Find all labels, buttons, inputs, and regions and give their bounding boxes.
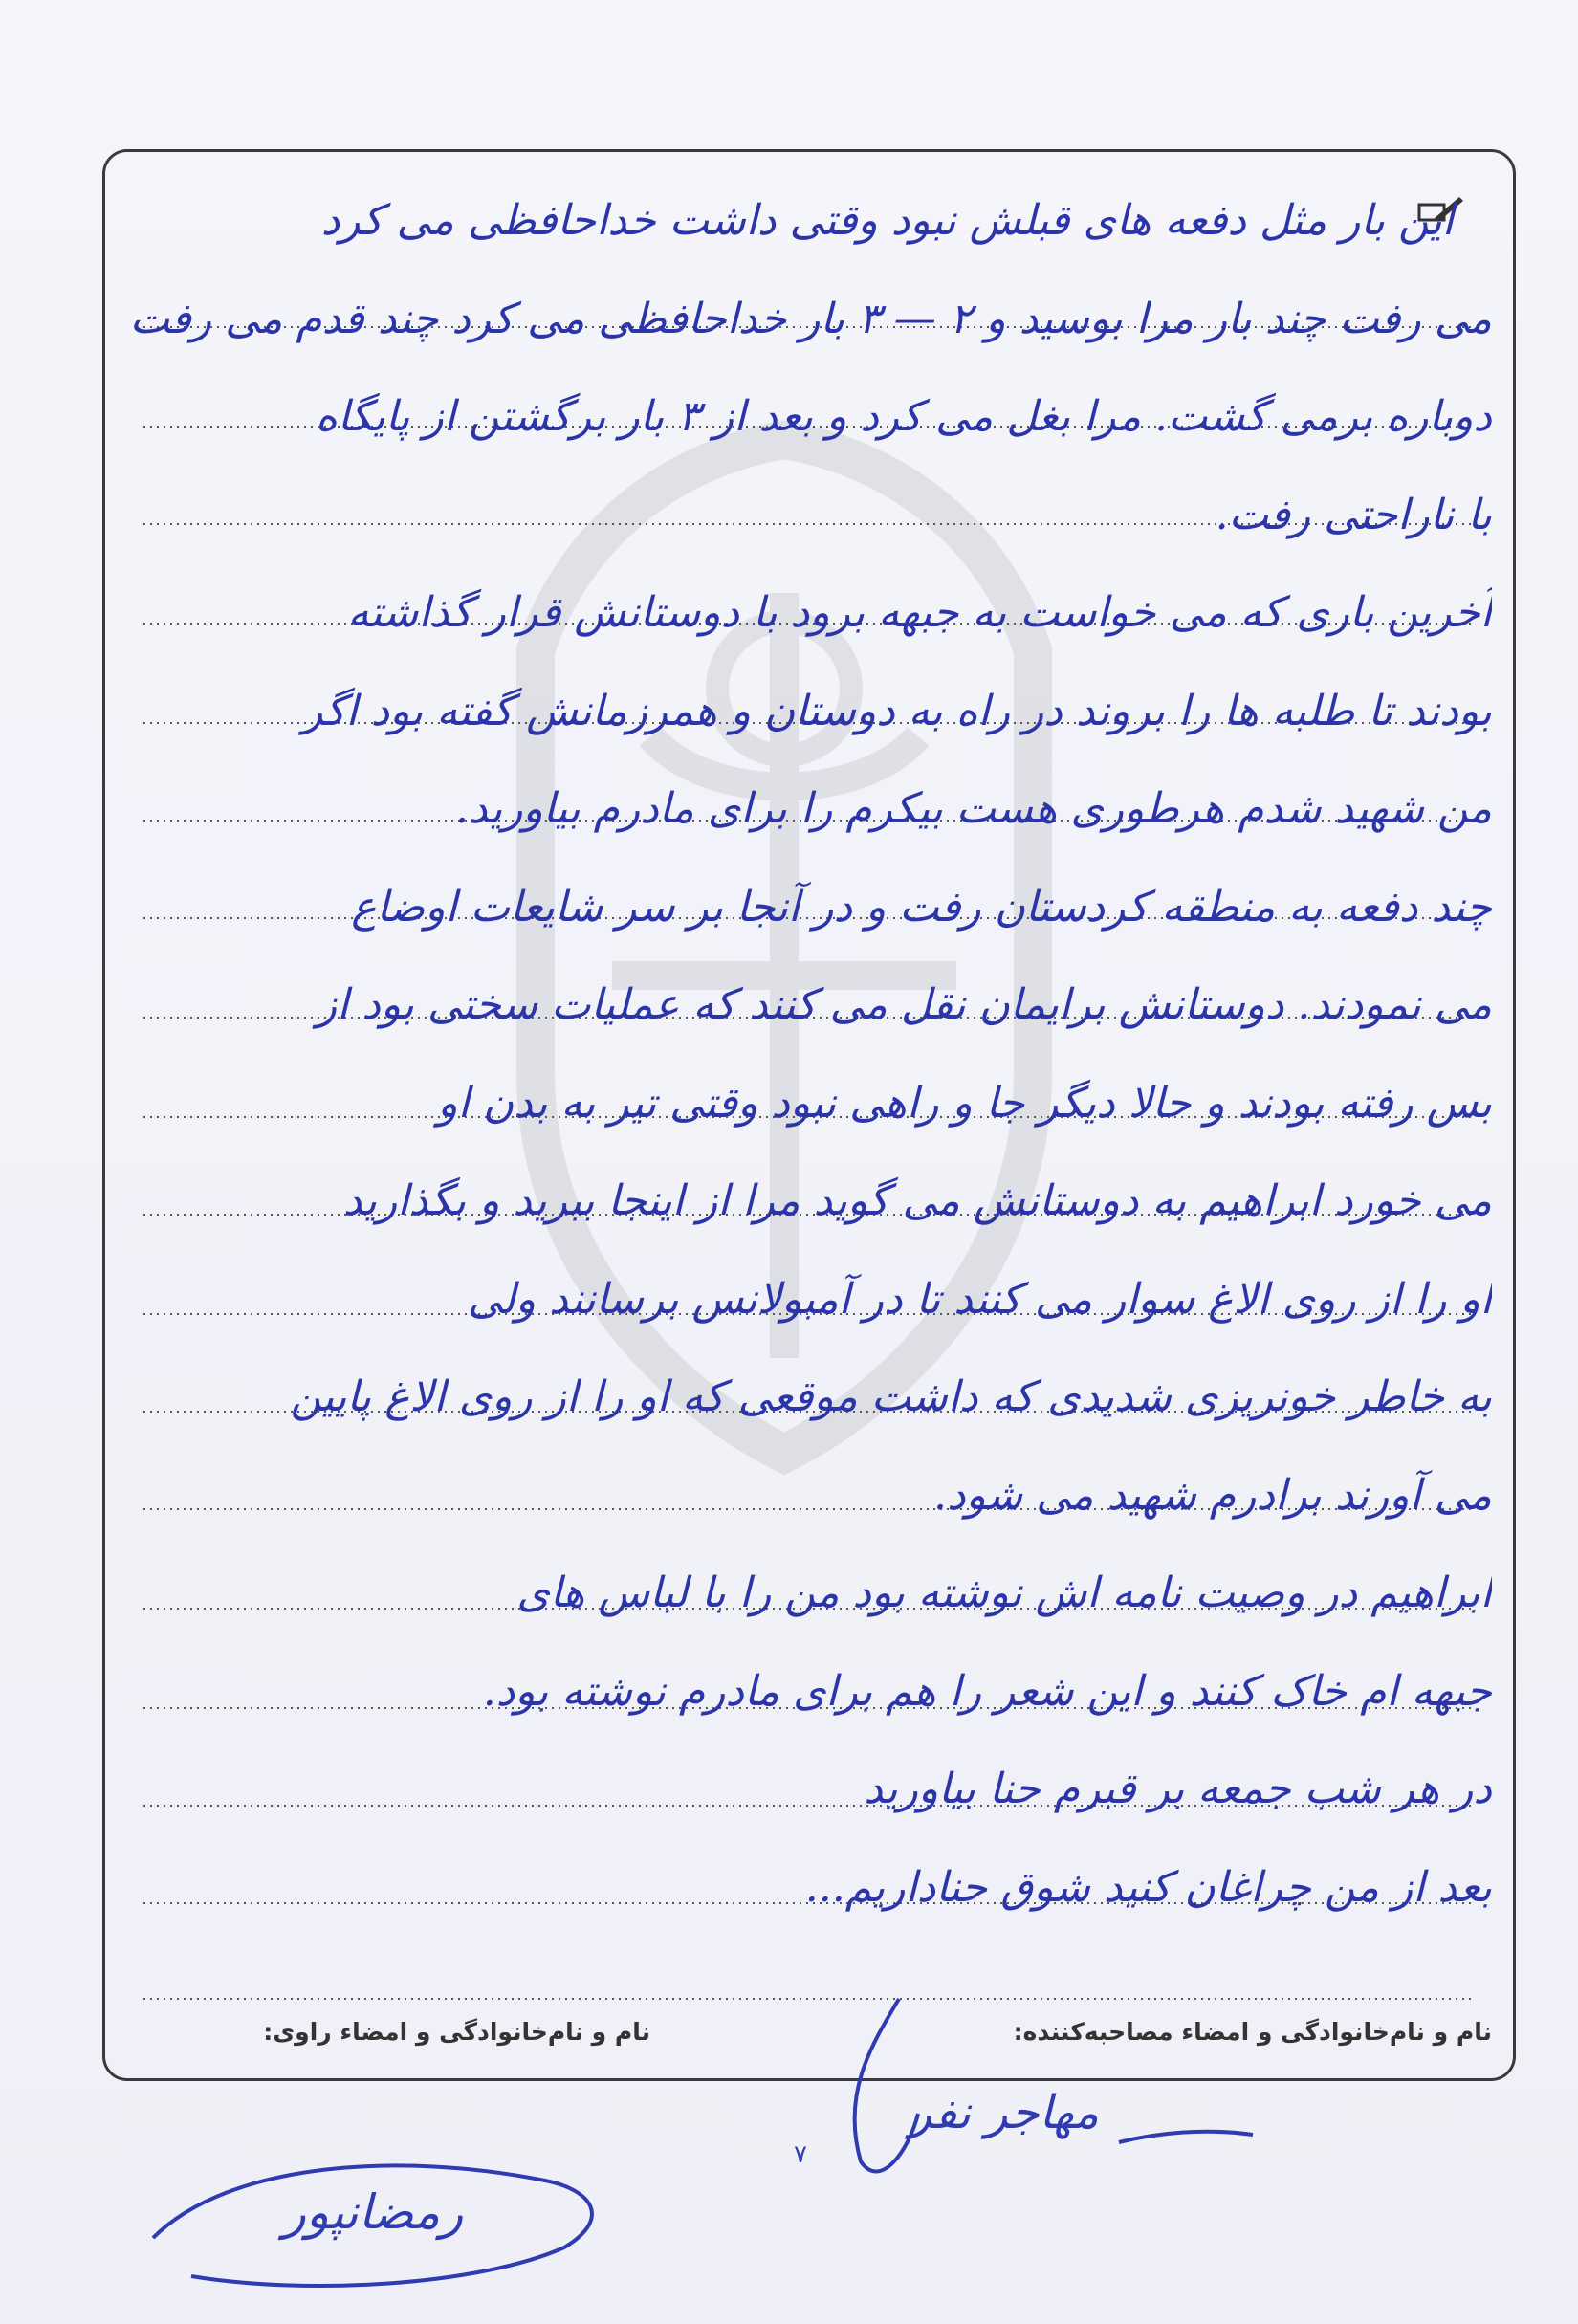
handwritten-line: بعد از من چراغان کنید شوق حناداریم... xyxy=(804,1862,1492,1912)
narrator-signature-label: نام و نام‌خانوادگی و امضاء راوی: xyxy=(263,2018,650,2046)
handwritten-line: در هر شب جمعه بر قبرم حنا بیاورید xyxy=(864,1765,1492,1813)
handwritten-line: بودند تا طلبه ها را بروند در راه به دوستان و همرزمانش گفته بود اگر xyxy=(302,686,1492,735)
narrator-signature-text: رمضانپور xyxy=(282,2184,464,2240)
handwritten-line: او را از روی الاغ سوار می کنند تا در آمبولانس برسانند ولی xyxy=(467,1274,1492,1324)
handwritten-testimony xyxy=(115,172,1492,1937)
handwritten-line: من شهید شدم هرطوری هست بیکرم را برای مادرم بیاورید. xyxy=(454,784,1492,833)
handwritten-line: چند دفعه به منطقه کردستان رفت و در آنجا بر سر شایعات اوضاع xyxy=(351,882,1492,932)
handwritten-line: به خاطر خونریزی شدیدی که داشت موقعی که او را از روی الاغ پایین xyxy=(290,1372,1492,1421)
interviewer-signature xyxy=(756,1970,1291,2200)
interviewer-signature-label: نام و نام‌خانوادگی و امضاء مصاحبه‌کننده: xyxy=(1013,2018,1492,2046)
narrator-signature xyxy=(115,2104,631,2324)
page-number: ۷ xyxy=(794,2140,807,2169)
handwritten-line: می رفت چند بار مرا بوسید و ۲ — ۳ بار خداحافظی می کرد چند قدم می رفت xyxy=(129,294,1492,343)
handwritten-line: آخرین باری که می خواست به جبهه برود با دوستانش قرار گذاشته xyxy=(347,588,1492,637)
interviewer-signature-text: مهاجر نفر xyxy=(910,2086,1099,2139)
handwritten-line: می خورد ابراهیم به دوستانش می گوید مرا از اینجا ببرید و بگذارید xyxy=(342,1176,1492,1225)
handwritten-line: می آورند برادرم شهید می شود. xyxy=(932,1470,1492,1520)
handwritten-line: دوباره برمی گشت. مرا بغل می کرد و بعد از ۳ بار برگشتن از پایگاه xyxy=(315,392,1492,441)
handwritten-line: با ناراحتی رفت. xyxy=(1215,490,1492,539)
handwritten-line: جبهه ام خاک کنند و این شعر را هم برای مادرم نوشته بود. xyxy=(482,1666,1492,1716)
handwritten-line: این بار مثل دفعه های قبلش نبود وقتی داشت خداحافظی می کرد xyxy=(320,196,1454,245)
handwritten-line: می نمودند. دوستانش برایمان نقل می کنند که عملیات سختی بود از xyxy=(316,980,1492,1029)
handwritten-line: بس رفته بودند و حالا دیگر جا و راهی نبود وقتی تیر به بدن او xyxy=(437,1078,1492,1128)
handwritten-line: ابراهیم در وصیت نامه اش نوشته بود من را با لباس های xyxy=(516,1568,1492,1617)
